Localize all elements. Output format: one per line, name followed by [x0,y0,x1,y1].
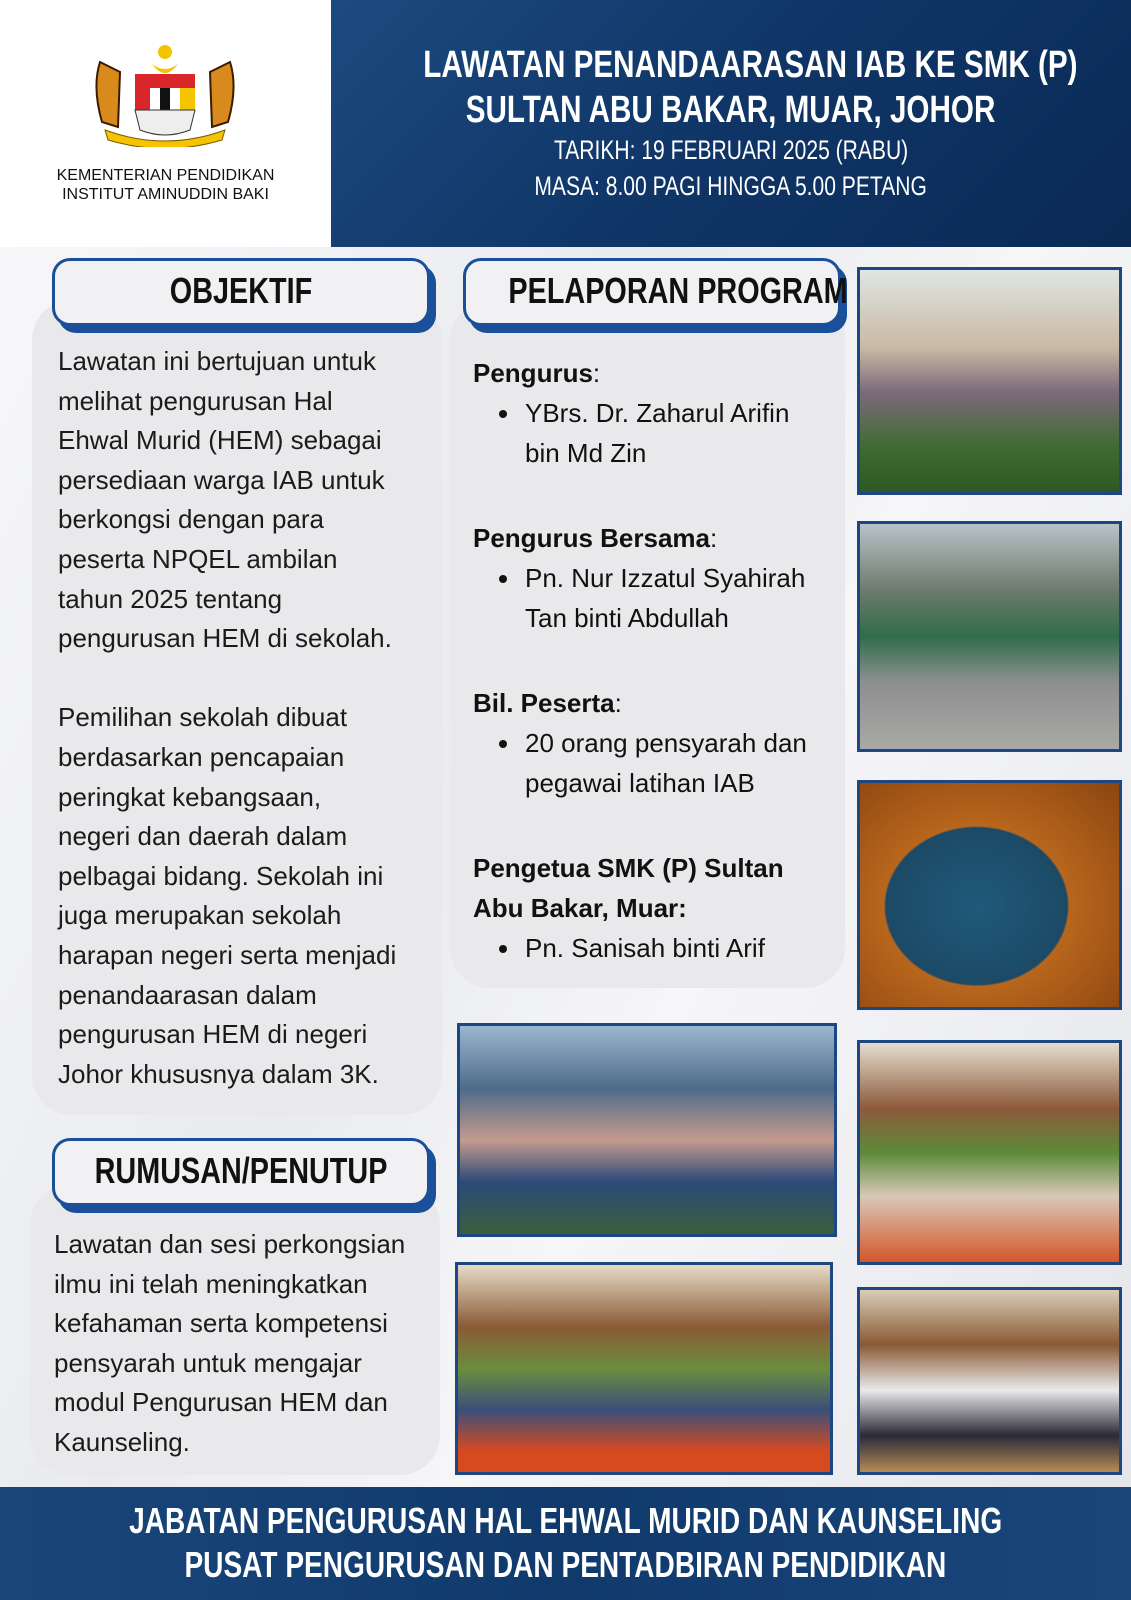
text-line: pelbagai bidang. Sekolah ini [58,860,384,891]
logo-panel [0,0,331,247]
pengetua-section: Pengetua SMK (P) Sultan Abu Bakar, Muar: Pn. Sanisah binti Arif [473,848,784,968]
objektif-heading: OBJEKTIF [52,258,430,326]
photo-school-corridor [857,521,1122,752]
text-line: persediaan warga IAB untuk [58,464,385,495]
photo-meeting-panel [857,1040,1122,1265]
footer-banner [0,1487,1131,1600]
photo-meeting-room [455,1262,833,1475]
photo-token-presentation [857,1287,1122,1475]
group-photo-garden [857,267,1122,495]
text-line: modul Pengurusan HEM dan [54,1387,388,1418]
title-line: LAWATAN PENANDAARASAN IAB KE SMK (P) [423,44,1078,86]
text-line: harapan negeri serta menjadi [58,939,397,970]
title-line: SULTAN ABU BAKAR, MUAR, JOHOR [466,89,996,131]
rumusan-text [54,1225,405,1463]
title-banner [331,0,1131,247]
text-line: peringkat kebangsaan, [58,781,322,812]
footer-line: PUSAT PENGURUSAN DAN PENTADBIRAN PENDIDIKAN [184,1544,947,1585]
bil-peserta-section: Bil. Peserta: 20 orang pensyarah dan pegawai latihan IAB [473,688,807,798]
rumusan-heading: RUMUSAN/PENUTUP [52,1138,430,1206]
photo-program-booklet [857,780,1122,1010]
pengurus-section: Pengurus: YBrs. Dr. Zaharul Arifin bin Md Zin [473,358,790,468]
text-line: tahun 2025 tentang [58,583,283,614]
footer-line: JABATAN PENGURUSAN HAL EHWAL MURID DAN KAUNSELING [128,1500,1003,1541]
malaysia-crest-logo [90,42,240,147]
text-line: Kaunseling. [54,1426,190,1457]
text-line: negeri dan daerah dalam [58,821,348,852]
pengurus-bersama-section: Pengurus Bersama: Pn. Nur Izzatul Syahirah Tan binti Abdullah [473,523,806,633]
objektif-text [58,342,396,1094]
text-line: berkongsi dengan para [58,504,324,535]
text-line: peserta NPQEL ambilan [58,543,338,574]
pelaporan-heading: PELAPORAN PROGRAM [463,258,841,326]
text-line: Pemilihan sekolah dibuat [58,702,348,733]
text-line: juga merupakan sekolah [58,900,342,931]
text-line: melihat pengurusan Hal [58,385,333,416]
text-line: Lawatan dan sesi perkongsian [54,1229,406,1259]
text-line: berdasarkan pencapaian [58,741,345,772]
text-line: Lawatan ini bertujuan untuk [58,346,377,376]
text-line: Ehwal Murid (HEM) sebagai [58,425,382,456]
text-line: pengurusan HEM di negeri [58,1019,368,1050]
event-time: MASA: 8.00 PAGI HINGGA 5.00 PETANG [534,171,928,201]
text-line: ilmu ini telah meningkatkan [54,1268,368,1299]
text-line: Johor khususnya dalam 3K. [58,1058,379,1089]
text-line [58,659,396,699]
event-date: TARIKH: 19 FEBRUARI 2025 (RABU) [553,135,909,165]
text-line: pengurusan HEM di sekolah. [58,623,392,654]
org-line: KEMENTERIAN PENDIDIKAN [56,167,275,184]
text-line: penandaarasan dalam [58,979,317,1010]
org-line: INSTITUT AMINUDDIN BAKI [62,186,269,203]
group-photo-entrance [457,1023,837,1237]
text-line: kefahaman serta kompetensi [54,1308,388,1339]
text-line: pensyarah untuk mengajar [54,1347,362,1378]
